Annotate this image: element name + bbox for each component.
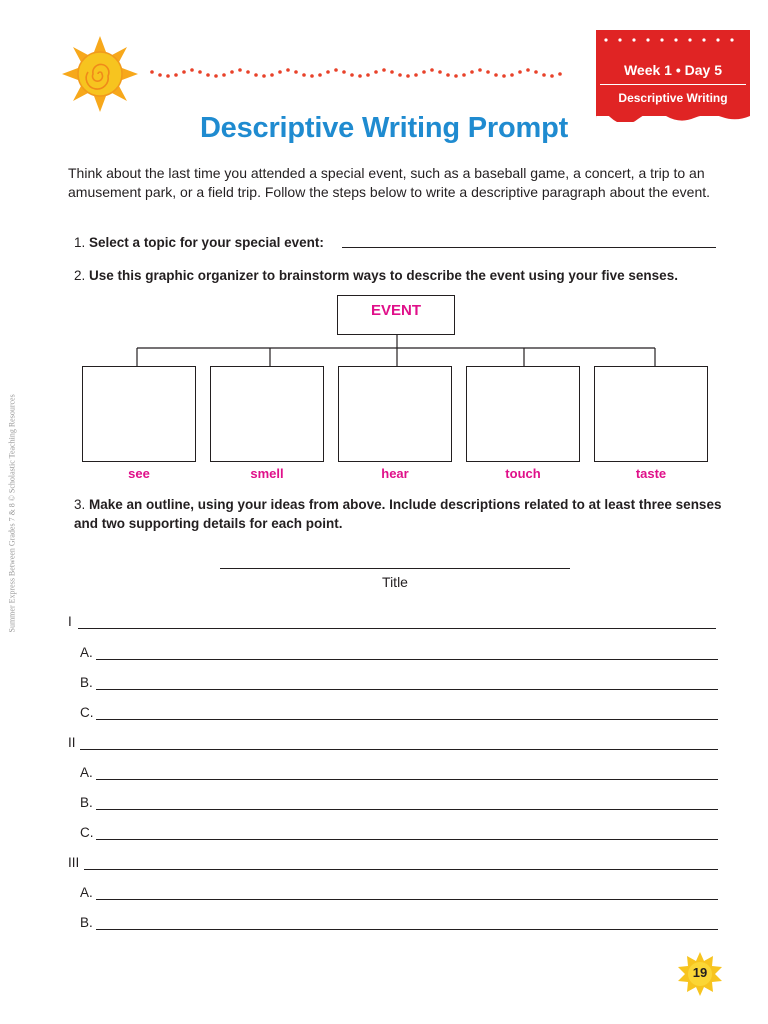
outline-line[interactable] — [84, 869, 718, 870]
outline-label: III — [68, 855, 80, 870]
outline-label: A. — [80, 885, 93, 900]
outline-label: A. — [80, 765, 93, 780]
step-number: 2. — [74, 268, 86, 283]
dotted-border — [148, 66, 568, 80]
page-title: Descriptive Writing Prompt — [199, 112, 569, 144]
outline-line[interactable] — [96, 779, 718, 780]
step-3 — [74, 495, 724, 533]
tag-divider — [600, 84, 746, 85]
step-text: Use this graphic organizer to brainstorm ways to describe the event using your five senses. — [89, 268, 678, 283]
outline-line[interactable] — [96, 899, 718, 900]
sun-icon — [62, 36, 138, 112]
sense-box-smell[interactable] — [210, 366, 324, 462]
sense-box-touch[interactable] — [466, 366, 580, 462]
outline-line[interactable] — [78, 628, 716, 629]
step-text: Make an outline, using your ideas from above. Include descriptions related to at least three senses and two supporting details for each point. — [74, 497, 722, 531]
sense-label-taste: taste — [635, 466, 667, 481]
outline-title-line[interactable] — [220, 568, 570, 569]
outline-line[interactable] — [96, 839, 718, 840]
copyright-credit: Summer Express Between Grades 7 & 8 © Scholastic Teaching Resources — [7, 394, 17, 633]
step-number: 3. — [74, 497, 86, 512]
tag-spiral-holes — [600, 36, 746, 44]
sense-box-taste[interactable] — [594, 366, 708, 462]
outline-line[interactable] — [96, 929, 718, 930]
outline-label: A. — [80, 645, 93, 660]
sense-label-hear: hear — [381, 466, 409, 481]
step-number: 1. — [74, 235, 86, 250]
outline-label: C. — [80, 825, 94, 840]
outline-line[interactable] — [96, 689, 718, 690]
sense-box-hear[interactable] — [338, 366, 452, 462]
outline-label: B. — [80, 915, 93, 930]
outline-label: C. — [80, 705, 94, 720]
step-text: Select a topic for your special event: — [89, 235, 324, 250]
sense-box-see[interactable] — [82, 366, 196, 462]
topic-answer-line[interactable] — [342, 247, 716, 248]
event-label: EVENT — [370, 302, 421, 319]
tag-subject-label: Descriptive Writing — [618, 91, 728, 105]
outline-line[interactable] — [96, 719, 718, 720]
page-number: 19 — [692, 965, 708, 980]
outline-title-label: Title — [382, 574, 408, 590]
step-2 — [74, 266, 734, 285]
outline-label: II — [68, 735, 76, 750]
intro-paragraph: Think about the last time you attended a special event, such as a baseball game, a concert, a trip to an amusement park, or a field trip. Follow the steps below to write a descriptive paragraph about the event. — [68, 165, 711, 200]
sense-label-see: see — [128, 466, 150, 481]
step-1 — [74, 233, 474, 252]
outline-label: I — [68, 614, 72, 629]
outline-label: B. — [80, 675, 93, 690]
outline-line[interactable] — [96, 809, 718, 810]
outline-line[interactable] — [96, 659, 718, 660]
outline-label: B. — [80, 795, 93, 810]
outline-line[interactable] — [80, 749, 718, 750]
sense-label-smell: smell — [250, 466, 284, 481]
sense-label-touch: touch — [505, 466, 541, 481]
week-day-label: Week 1 • Day 5 — [623, 62, 723, 78]
